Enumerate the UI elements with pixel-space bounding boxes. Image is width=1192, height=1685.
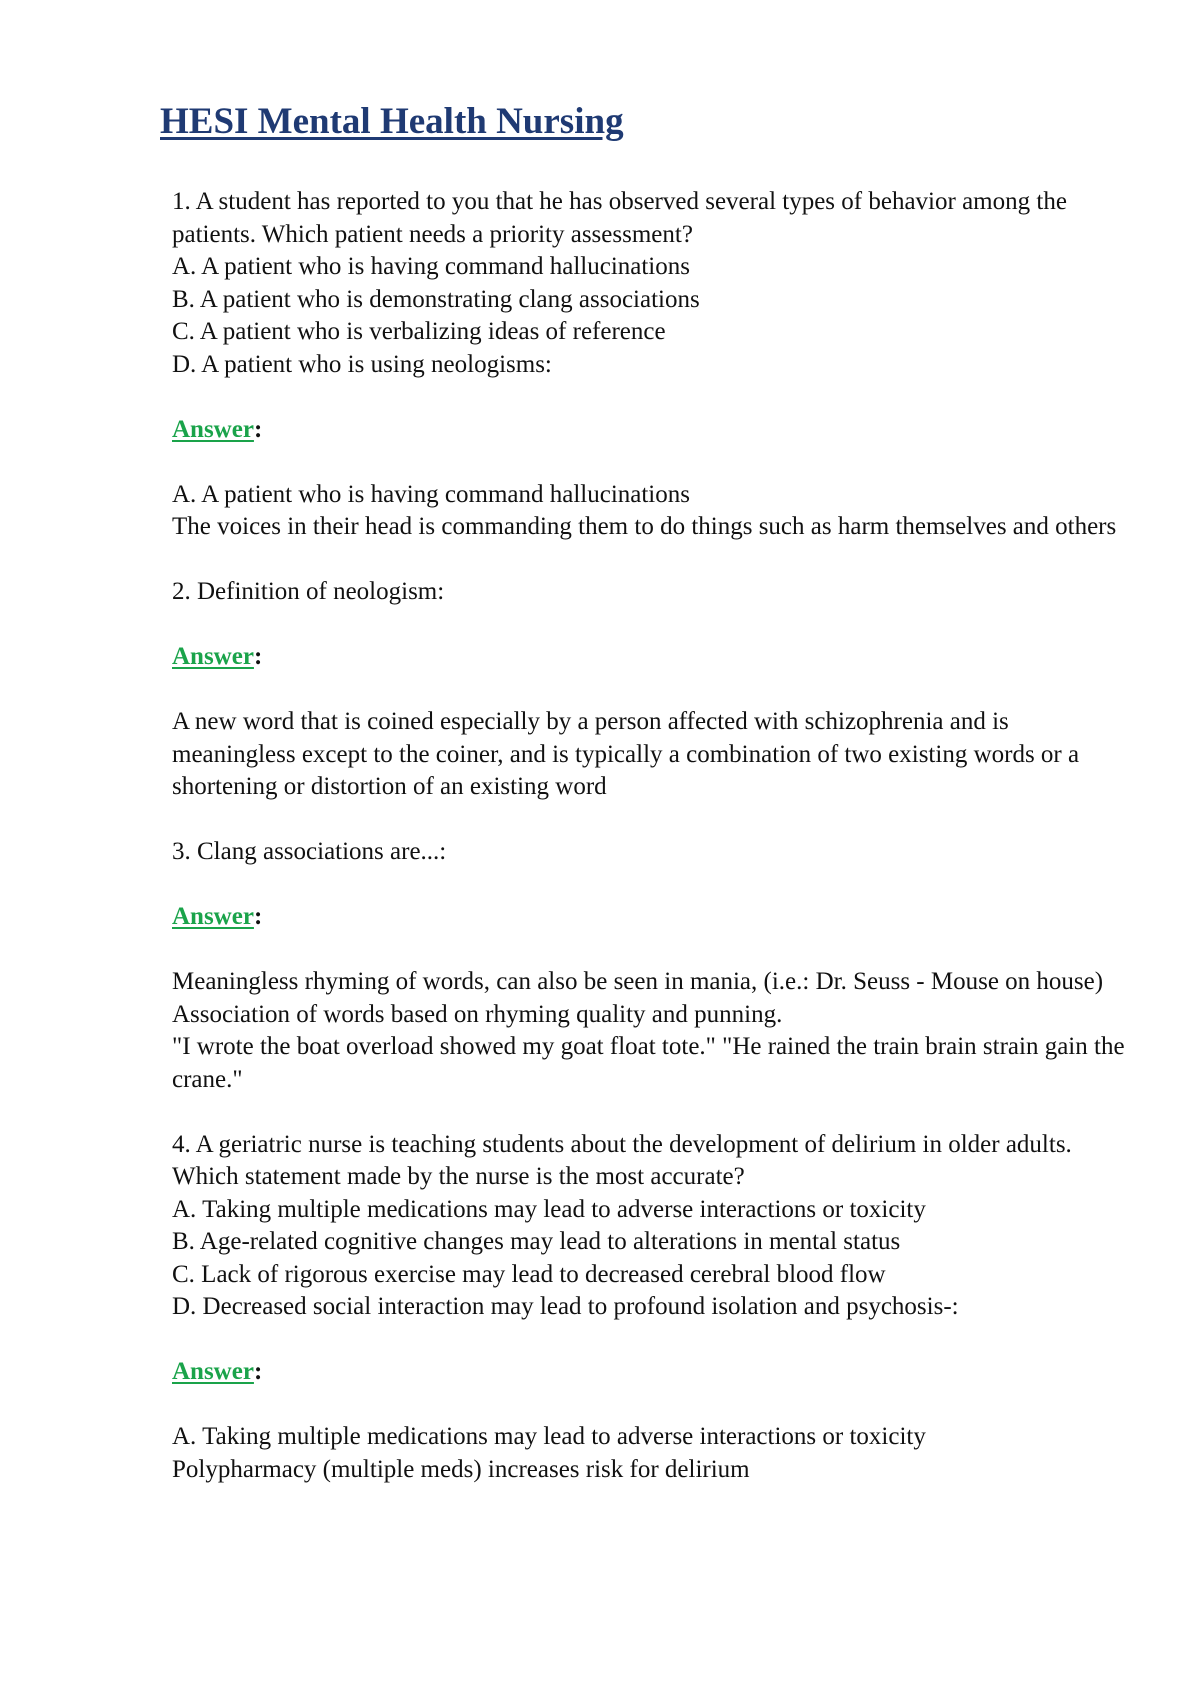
answer-colon: : xyxy=(253,643,263,670)
option-c: C. Lack of rigorous exercise may lead to decreased cerebral blood flow xyxy=(172,1260,886,1288)
answer-label: Answer xyxy=(172,643,254,670)
answer-explanation: Polypharmacy (multiple meds) increases risk for delirium xyxy=(172,1455,750,1483)
answer-heading xyxy=(172,901,1132,934)
option-b: B. Age-related cognitive changes may lead to alterations in mental status xyxy=(172,1228,901,1255)
answer-heading xyxy=(172,1356,1132,1389)
answer-label: Answer xyxy=(172,415,254,443)
option-a: A. A patient who is having command hallucinations xyxy=(172,253,690,280)
answer-heading xyxy=(172,414,1132,447)
answer-text: A. Taking multiple medications may lead to adverse interactions or toxicity xyxy=(172,1423,926,1450)
answer-example: "I wrote the boat overload showed my goat float tote." "He rained the train brain strain gain the crane." xyxy=(172,1033,1125,1093)
question-text: 2. Definition of neologism: xyxy=(172,578,445,605)
question-text: 4. A geriatric nurse is teaching students about the development of delirium in older adults. Which statement made by the nurse is the most accurate? xyxy=(172,1130,1072,1190)
answer-explanation: Association of words based on rhyming quality and punning. xyxy=(172,1000,783,1028)
question-block-4 xyxy=(172,1129,1132,1487)
answer-explanation: The voices in their head is commanding them to do things such as harm themselves and others xyxy=(172,513,1117,540)
answer-label: Answer xyxy=(172,1358,254,1385)
answer-text: A new word that is coined especially by a person affected with schizophrenia and is meaningless except to the coiner, and is typically a combination of two existing words or a shortening or distortion of an existing word xyxy=(172,708,1080,800)
answer-text: Meaningless rhyming of words, can also be seen in mania, (i.e.: Dr. Seuss - Mouse on house) xyxy=(172,968,1104,995)
question-block-2 xyxy=(172,576,1132,804)
answer-label: Answer xyxy=(172,903,254,930)
document-body xyxy=(172,186,1132,1486)
option-a: A. Taking multiple medications may lead to adverse interactions or toxicity xyxy=(172,1195,926,1223)
document-title: HESI Mental Health Nursing xyxy=(160,101,624,142)
answer-heading xyxy=(172,641,1132,674)
answer-text: A. A patient who is having command hallucinations xyxy=(172,480,690,508)
question-block-1 xyxy=(172,186,1132,544)
question-text: 3. Clang associations are...: xyxy=(172,838,447,865)
option-d: D. Decreased social interaction may lead to profound isolation and psychosis-: xyxy=(172,1293,959,1320)
answer-colon: : xyxy=(253,903,263,930)
option-c: C. A patient who is verbalizing ideas of reference xyxy=(172,318,666,345)
answer-colon: : xyxy=(253,415,263,443)
option-d: D. A patient who is using neologisms: xyxy=(172,350,552,378)
answer-colon: : xyxy=(253,1358,263,1385)
option-b: B. A patient who is demonstrating clang associations xyxy=(172,285,700,313)
question-block-3 xyxy=(172,836,1132,1096)
question-text: 1. A student has reported to you that he has observed several types of behavior among the patients. Which patient needs a priority assessment? xyxy=(172,188,1067,248)
